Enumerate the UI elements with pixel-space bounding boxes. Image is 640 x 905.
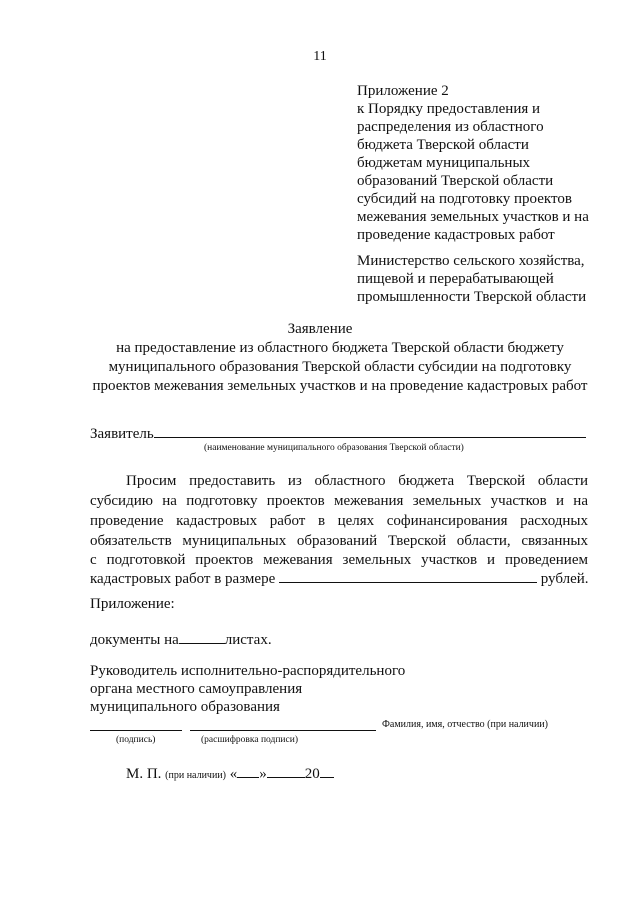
decipher-caption: (расшифровка подписи) bbox=[201, 735, 298, 745]
sheets-count-field[interactable] bbox=[179, 630, 225, 644]
signature-caption: (подпись) bbox=[116, 735, 156, 745]
applicant-caption: (наименование муниципального образования Тверской области) bbox=[204, 443, 464, 453]
request-line: субсидию на подготовку проектов межевания земельных участков и на bbox=[90, 493, 588, 509]
stamp-mp: М. П. bbox=[126, 766, 162, 782]
page-number: 11 bbox=[313, 49, 327, 64]
appendix-line: субсидий на подготовку проектов bbox=[357, 191, 572, 207]
attachment-label: Приложение: bbox=[90, 596, 175, 612]
request-line: с подготовкой проектов межевания земельных участков и проведением bbox=[90, 552, 588, 568]
fio-label: Фамилия, имя, отчество (при наличии) bbox=[382, 719, 548, 730]
docs-suffix: листах. bbox=[224, 632, 272, 648]
ministry-line: Министерство сельского хозяйства, bbox=[357, 253, 585, 269]
stamp-row bbox=[126, 764, 334, 783]
amount-field[interactable] bbox=[279, 569, 537, 583]
month-field[interactable] bbox=[267, 764, 305, 778]
day-field[interactable] bbox=[237, 764, 259, 778]
quote-close: » bbox=[259, 766, 267, 782]
head-line: Руководитель исполнительно-распорядительного bbox=[90, 663, 406, 679]
appendix-line: бюджета Тверской области bbox=[357, 137, 529, 153]
signature-field[interactable] bbox=[90, 716, 182, 731]
amount-label: кадастровых работ в размере bbox=[90, 571, 276, 587]
applicant-label: Заявитель bbox=[90, 426, 154, 442]
quote-open: « bbox=[229, 766, 238, 782]
applicant-row bbox=[90, 424, 586, 443]
ministry-block bbox=[357, 252, 586, 306]
appendix-line: к Порядку предоставления и bbox=[357, 101, 541, 117]
year-prefix: 20 bbox=[304, 766, 320, 782]
ministry-line: промышленности Тверской области bbox=[357, 289, 587, 305]
head-line: органа местного самоуправления bbox=[90, 681, 303, 697]
signature-decipher-field[interactable] bbox=[190, 716, 376, 731]
statement-line: муниципального образования Тверской области субсидии на подготовку bbox=[108, 359, 572, 375]
statement-line: проектов межевания земельных участков и на проведение кадастровых работ bbox=[92, 378, 588, 394]
request-line: проведение кадастровых работ в целях софинансирования расходных bbox=[90, 513, 588, 529]
head-line: муниципального образования bbox=[90, 699, 280, 715]
ministry-line: пищевой и перерабатывающей bbox=[357, 271, 554, 287]
statement-line: на предоставление из областного бюджета Тверской области бюджету bbox=[116, 340, 564, 356]
request-line: обязательств муниципальных образований Тверской области, связанных bbox=[90, 533, 588, 549]
appendix-line: Приложение 2 bbox=[357, 83, 449, 99]
docs-label: документы на bbox=[90, 632, 179, 648]
stamp-note: (при наличии) bbox=[165, 770, 226, 781]
currency-label: рублей. bbox=[540, 571, 589, 587]
request-amount-row bbox=[90, 569, 588, 589]
appendix-line: бюджетам муниципальных bbox=[357, 155, 531, 171]
appendix-block bbox=[357, 82, 589, 244]
appendix-line: межевания земельных участков и на bbox=[357, 209, 589, 225]
head-block bbox=[90, 662, 405, 716]
attachment-docs-row bbox=[90, 630, 272, 649]
appendix-line: проведение кадастровых работ bbox=[357, 227, 555, 243]
appendix-line: распределения из областного bbox=[357, 119, 544, 135]
year-field[interactable] bbox=[320, 764, 334, 778]
applicant-field[interactable] bbox=[154, 424, 586, 438]
appendix-line: образований Тверской области bbox=[357, 173, 554, 189]
request-line: Просим предоставить из областного бюджета Тверской области bbox=[126, 473, 588, 489]
statement-title: Заявление bbox=[287, 321, 353, 337]
